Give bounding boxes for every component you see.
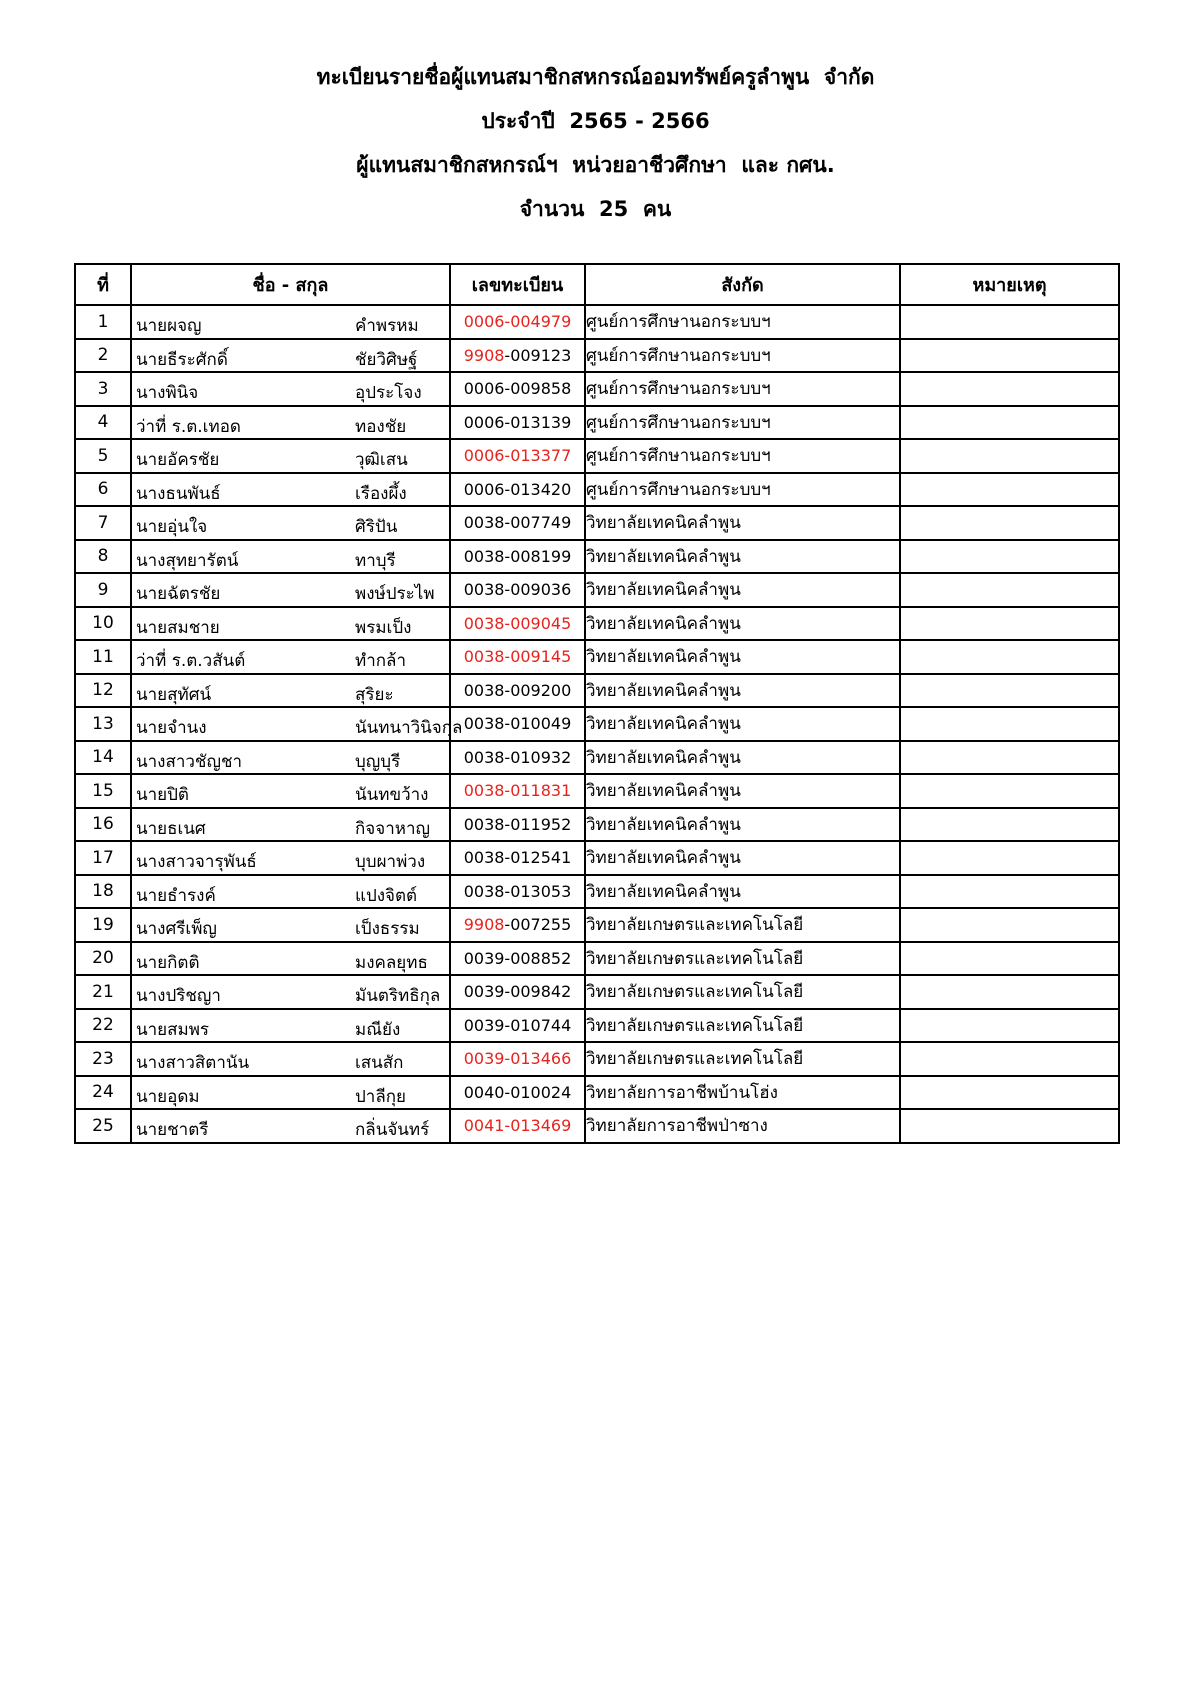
name-cell (131, 942, 450, 976)
registration-cell (450, 439, 585, 473)
registration-cell (450, 573, 585, 607)
registration-number: 0006-013420 (463, 479, 572, 499)
registration-cell (450, 741, 585, 775)
table-row (75, 942, 1119, 976)
registration-cell (450, 707, 585, 741)
table-row (75, 741, 1119, 775)
row-number: 25 (75, 1109, 131, 1143)
first-name: นายกิตติ (136, 952, 200, 973)
first-name: นายอัครชัย (136, 450, 220, 470)
last-name: มันตริทธิกุล (355, 986, 441, 1006)
registration-number: 0038-010932 (463, 747, 572, 767)
affiliation-cell: ศูนย์การศึกษานอกระบบฯ (585, 406, 900, 440)
table-header-row (75, 264, 1119, 305)
last-name: พงษ์ประไพ (355, 584, 435, 604)
first-name: นางพินิจ (136, 383, 199, 403)
table-row (75, 808, 1119, 842)
name-cell (131, 540, 450, 574)
registration-cell (450, 305, 585, 339)
table-row (75, 305, 1119, 339)
affiliation-cell: ศูนย์การศึกษานอกระบบฯ (585, 305, 900, 339)
table-row (75, 774, 1119, 808)
registration-cell (450, 1009, 585, 1043)
registration-number: 0038-009200 (463, 680, 572, 700)
row-number: 8 (75, 540, 131, 574)
affiliation-cell: วิทยาลัยเกษตรและเทคโนโลยี (585, 942, 900, 976)
document-titles (0, 55, 1191, 231)
registration-cell (450, 975, 585, 1009)
first-name: นายฉัตรชัย (136, 584, 221, 604)
affiliation-cell: วิทยาลัยเกษตรและเทคโนโลยี (585, 908, 900, 942)
header-affiliation: สังกัด (585, 264, 900, 305)
name-cell (131, 607, 450, 641)
table-row (75, 540, 1119, 574)
row-number: 12 (75, 674, 131, 708)
header-no: ที่ (75, 264, 131, 305)
representatives-table (74, 263, 1120, 1144)
table-row (75, 439, 1119, 473)
last-name: มณียัง (355, 1019, 401, 1040)
last-name: มงคลยุทธ (355, 952, 428, 973)
affiliation-cell: วิทยาลัยเทคนิคลำพูน (585, 607, 900, 641)
row-number: 1 (75, 305, 131, 339)
table-row (75, 607, 1119, 641)
registration-number: 0040-010024 (463, 1082, 572, 1102)
row-number: 21 (75, 975, 131, 1009)
last-name: วุฒิเสน (355, 450, 408, 470)
registration-number: 0038-011831 (463, 781, 572, 801)
remarks-cell (900, 1009, 1119, 1043)
row-number: 18 (75, 875, 131, 909)
registration-cell (450, 607, 585, 641)
registration-number: 0039-010744 (463, 1015, 572, 1035)
table-row (75, 1076, 1119, 1110)
header-registration: เลขทะเบียน (450, 264, 585, 305)
registration-number: 0006-004979 (463, 312, 572, 332)
affiliation-cell: วิทยาลัยเทคนิคลำพูน (585, 774, 900, 808)
remarks-cell (900, 841, 1119, 875)
affiliation-cell: วิทยาลัยเทคนิคลำพูน (585, 506, 900, 540)
name-cell (131, 439, 450, 473)
affiliation-cell: วิทยาลัยเทคนิคลำพูน (585, 741, 900, 775)
first-name: นายสุทัศน์ (136, 684, 212, 705)
first-name: นายธีระศักดิ์ (136, 349, 228, 370)
first-name: นางสุทยารัตน์ (136, 550, 239, 571)
name-cell (131, 473, 450, 507)
table-row (75, 908, 1119, 942)
row-number: 11 (75, 640, 131, 674)
table-row (75, 473, 1119, 507)
registration-cell (450, 1109, 585, 1143)
table-row (75, 875, 1119, 909)
name-cell (131, 506, 450, 540)
registration-cell (450, 1042, 585, 1076)
last-name: กิจจาหาญ (355, 818, 430, 839)
last-name: คำพรหม (355, 316, 419, 336)
row-number: 20 (75, 942, 131, 976)
last-name: แปงจิตต์ (355, 885, 418, 906)
registration-cell (450, 640, 585, 674)
affiliation-cell: วิทยาลัยเทคนิคลำพูน (585, 875, 900, 909)
first-name: นางธนพันธ์ (136, 483, 221, 504)
table-row (75, 1042, 1119, 1076)
first-name: นายธำรงค์ (136, 885, 216, 906)
row-number: 13 (75, 707, 131, 741)
affiliation-cell: วิทยาลัยเทคนิคลำพูน (585, 573, 900, 607)
row-number: 16 (75, 808, 131, 842)
table-body (75, 305, 1119, 1143)
count-subtitle: จำนวน 25 คน (519, 197, 672, 221)
registration-cell (450, 339, 585, 373)
registration-number: 0038-009045 (463, 613, 572, 633)
row-number: 22 (75, 1009, 131, 1043)
header-remarks: หมายเหตุ (900, 264, 1119, 305)
first-name: นายจำนง (136, 718, 207, 738)
last-name: เรืองผึ้ง (355, 483, 407, 504)
first-name: ว่าที่ ร.ต.เทอด (136, 416, 241, 437)
registration-number-suffix: -007255 (504, 915, 572, 935)
affiliation-cell: วิทยาลัยเทคนิคลำพูน (585, 707, 900, 741)
name-cell (131, 1076, 450, 1110)
name-cell (131, 674, 450, 708)
name-cell (131, 707, 463, 741)
remarks-cell (900, 339, 1119, 373)
name-cell (131, 406, 450, 440)
first-name: นายผจญ (136, 316, 202, 336)
row-number: 2 (75, 339, 131, 373)
affiliation-cell: วิทยาลัยเกษตรและเทคโนโลยี (585, 1009, 900, 1043)
remarks-cell (900, 975, 1119, 1009)
row-number: 3 (75, 372, 131, 406)
affiliation-cell: วิทยาลัยเทคนิคลำพูน (585, 674, 900, 708)
remarks-cell (900, 674, 1119, 708)
remarks-cell (900, 808, 1119, 842)
first-name: นายชาตรี (136, 1120, 209, 1140)
registration-number: 9908 (463, 915, 505, 935)
affiliation-cell: วิทยาลัยเทคนิคลำพูน (585, 841, 900, 875)
row-number: 15 (75, 774, 131, 808)
remarks-cell (900, 406, 1119, 440)
last-name: ทองชัย (355, 416, 407, 437)
table-row (75, 975, 1119, 1009)
registration-number: 9908 (463, 345, 505, 365)
name-cell (131, 1009, 450, 1043)
row-number: 4 (75, 406, 131, 440)
affiliation-cell: วิทยาลัยเกษตรและเทคโนโลยี (585, 1042, 900, 1076)
table-row (75, 707, 1119, 741)
row-number: 7 (75, 506, 131, 540)
first-name: นางศรีเพ็ญ (136, 919, 217, 939)
registration-cell (450, 942, 585, 976)
first-name: นายสมพร (136, 1019, 210, 1040)
registration-cell (450, 372, 585, 406)
header-name: ชื่อ - สกุล (131, 264, 450, 305)
name-cell (131, 741, 450, 775)
last-name: บุญบุรี (355, 751, 401, 772)
row-number: 5 (75, 439, 131, 473)
registration-number: 0041-013469 (463, 1116, 572, 1136)
registration-cell (450, 908, 585, 942)
remarks-cell (900, 1042, 1119, 1076)
remarks-cell (900, 707, 1119, 741)
registration-cell (450, 406, 585, 440)
first-name: นายอุ่นใจ (136, 517, 208, 537)
registration-number: 0038-011952 (463, 814, 572, 834)
row-number: 6 (75, 473, 131, 507)
last-name: นันทนาวินิจกุล (355, 718, 463, 738)
affiliation-cell: ศูนย์การศึกษานอกระบบฯ (585, 473, 900, 507)
table-row (75, 1009, 1119, 1043)
registration-number: 0038-008199 (463, 546, 572, 566)
unit-subtitle: ผู้แทนสมาชิกสหกรณ์ฯ หน่วยอาชีวศึกษา และ กศน. (356, 153, 835, 177)
table-row (75, 372, 1119, 406)
last-name: สุริยะ (355, 684, 394, 705)
name-cell (131, 841, 450, 875)
registration-number: 0038-009036 (463, 580, 572, 600)
remarks-cell (900, 640, 1119, 674)
registration-number: 0038-010049 (463, 714, 572, 734)
remarks-cell (900, 439, 1119, 473)
registration-cell (450, 841, 585, 875)
name-cell (131, 1042, 450, 1076)
row-number: 24 (75, 1076, 131, 1110)
remarks-cell (900, 305, 1119, 339)
last-name: ทำกล้า (355, 651, 407, 671)
registration-cell (450, 540, 585, 574)
affiliation-cell: วิทยาลัยเกษตรและเทคโนโลยี (585, 975, 900, 1009)
first-name: ว่าที่ ร.ต.วสันต์ (136, 651, 246, 671)
table-row (75, 339, 1119, 373)
registration-cell (450, 875, 585, 909)
first-name: นางปริชญา (136, 986, 221, 1006)
registration-number-suffix: -009123 (504, 345, 572, 365)
remarks-cell (900, 908, 1119, 942)
affiliation-cell: วิทยาลัยเทคนิคลำพูน (585, 540, 900, 574)
remarks-cell (900, 774, 1119, 808)
affiliation-cell: วิทยาลัยการอาชีพบ้านโฮ่ง (585, 1076, 900, 1110)
remarks-cell (900, 372, 1119, 406)
first-name: นายสมชาย (136, 617, 220, 638)
table-row (75, 640, 1119, 674)
name-cell (131, 808, 450, 842)
affiliation-cell: ศูนย์การศึกษานอกระบบฯ (585, 439, 900, 473)
table-row (75, 573, 1119, 607)
registration-number: 0006-013139 (463, 412, 572, 432)
last-name: ศิริปัน (355, 517, 398, 537)
affiliation-cell: ศูนย์การศึกษานอกระบบฯ (585, 372, 900, 406)
registration-number: 0038-009145 (463, 647, 572, 667)
row-number: 9 (75, 573, 131, 607)
table-row (75, 506, 1119, 540)
remarks-cell (900, 1076, 1119, 1110)
remarks-cell (900, 607, 1119, 641)
affiliation-cell: ศูนย์การศึกษานอกระบบฯ (585, 339, 900, 373)
registration-number: 0038-012541 (463, 848, 572, 868)
name-cell (131, 305, 450, 339)
registration-number: 0038-007749 (463, 513, 572, 533)
name-cell (131, 339, 450, 373)
last-name: กลิ่นจันทร์ (355, 1120, 430, 1140)
row-number: 23 (75, 1042, 131, 1076)
document-title: ทะเบียนรายชื่อผู้แทนสมาชิกสหกรณ์ออมทรัพย์ครูลำพูน จำกัด (316, 65, 875, 89)
last-name: ชัยวิศิษฐ์ (355, 349, 418, 370)
first-name: นางสาวสิตานัน (136, 1053, 250, 1073)
year-subtitle: ประจำปี 2565 - 2566 (481, 109, 710, 133)
table-row (75, 406, 1119, 440)
registration-cell (450, 674, 585, 708)
last-name: ปาลีกุย (355, 1086, 407, 1107)
first-name: นางสาวชัญชา (136, 751, 243, 772)
first-name: นายธเนศ (136, 818, 206, 839)
name-cell (131, 908, 450, 942)
registration-number: 0006-013377 (463, 446, 572, 466)
table-row (75, 674, 1119, 708)
last-name: บุบผาพ่วง (355, 852, 426, 872)
first-name: นายปิติ (136, 785, 189, 805)
name-cell (131, 573, 450, 607)
table-row (75, 1109, 1119, 1143)
name-cell (131, 875, 450, 909)
registration-number: 0039-009842 (463, 982, 572, 1002)
registration-cell (450, 774, 585, 808)
name-cell (131, 372, 450, 406)
registration-number: 0039-013466 (463, 1049, 572, 1069)
affiliation-cell: วิทยาลัยเทคนิคลำพูน (585, 640, 900, 674)
registration-cell (450, 506, 585, 540)
last-name: เสนสัก (355, 1053, 404, 1073)
last-name: เป็งธรรม (355, 919, 420, 939)
registration-number: 0038-013053 (463, 881, 572, 901)
row-number: 19 (75, 908, 131, 942)
name-cell (131, 640, 450, 674)
row-number: 14 (75, 741, 131, 775)
registration-number: 0039-008852 (463, 948, 572, 968)
first-name: นายอุดม (136, 1086, 200, 1107)
remarks-cell (900, 540, 1119, 574)
remarks-cell (900, 473, 1119, 507)
name-cell (131, 1109, 450, 1143)
row-number: 10 (75, 607, 131, 641)
last-name: นันทขว้าง (355, 785, 429, 805)
remarks-cell (900, 942, 1119, 976)
last-name: พรมเป็ง (355, 617, 412, 638)
table-row (75, 841, 1119, 875)
name-cell (131, 774, 450, 808)
row-number: 17 (75, 841, 131, 875)
registration-cell (450, 808, 585, 842)
registration-cell (450, 473, 585, 507)
last-name: อุประโจง (355, 383, 422, 403)
registration-number: 0006-009858 (463, 379, 572, 399)
registration-cell (450, 1076, 585, 1110)
remarks-cell (900, 573, 1119, 607)
remarks-cell (900, 875, 1119, 909)
affiliation-cell: วิทยาลัยเทคนิคลำพูน (585, 808, 900, 842)
first-name: นางสาวจารุพันธ์ (136, 852, 257, 872)
remarks-cell (900, 1109, 1119, 1143)
remarks-cell (900, 741, 1119, 775)
remarks-cell (900, 506, 1119, 540)
name-cell (131, 975, 450, 1009)
affiliation-cell: วิทยาลัยการอาชีพป่าซาง (585, 1109, 900, 1143)
last-name: ทาบุรี (355, 550, 396, 571)
